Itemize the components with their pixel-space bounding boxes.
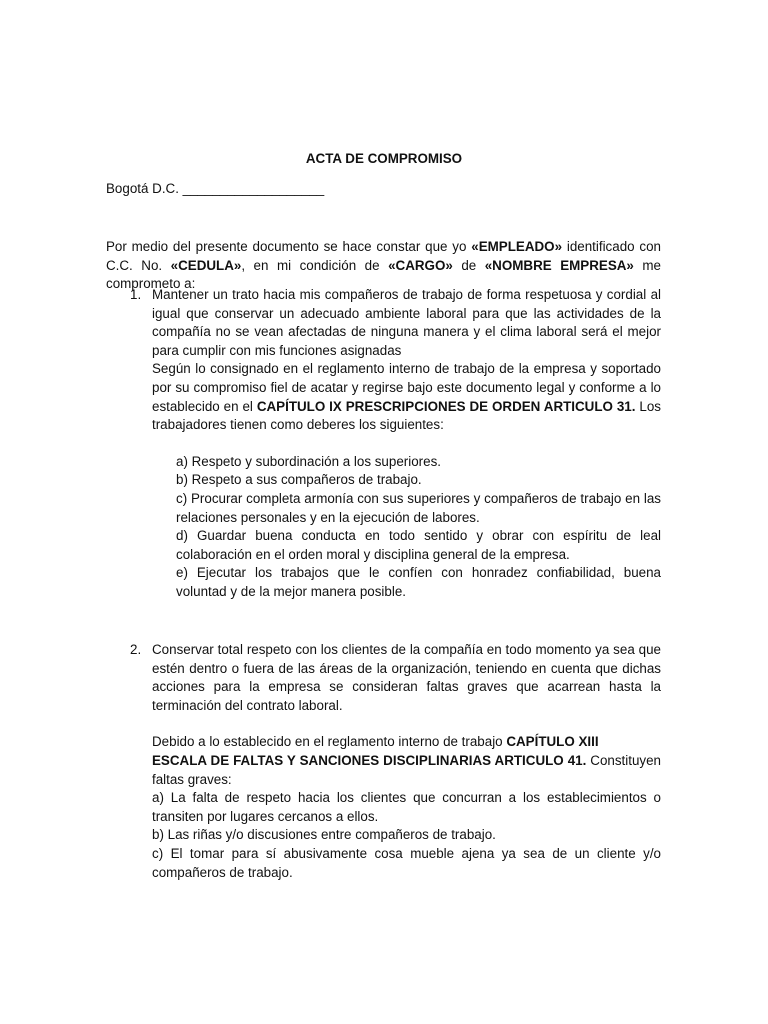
document-title: ACTA DE COMPROMISO	[305, 151, 463, 166]
intro-text: Por medio del presente documento se hace constar que yo	[106, 239, 472, 254]
legal-basis-reference: CAPÍTULO XIII	[506, 734, 599, 750]
item-number: 1.	[130, 287, 142, 302]
duty-item: b) Respeto a sus compañeros de trabajo.	[176, 472, 422, 488]
intro-text: identificado con C.C. No.	[106, 239, 661, 273]
intro-text: de	[452, 257, 485, 273]
intro-text: me comprometo a:	[106, 257, 661, 292]
fault-item: a) La falta de respeto hacia los clientes que concurran a los establecimientos o transiten por lugares cercanos a ellos.	[152, 790, 661, 824]
duty-item: a) Respeto y subordinación a los superiores.	[176, 453, 441, 469]
duty-item: e) Ejecutar los trabajos que le confíen con honradez confiabilidad, buena voluntad y de la mejor manera posible.	[176, 565, 661, 599]
commitment-item-1	[106, 286, 661, 602]
item-text: Mantener un trato hacia mis compañeros de trabajo de forma respetuosa y cordial al igual que conservar un adecuado ambiente laboral para que las actividades de la compañía no se vean afectadas de ninguna manera y el clima laboral será el mejor para cumplir con mis funciones asignadas	[152, 287, 661, 358]
legal-basis-paragraph	[152, 733, 661, 882]
id-placeholder: «CEDULA»	[170, 257, 242, 273]
commitment-item-2	[106, 641, 661, 882]
legal-basis-text: Según lo consignado en el reglamento interno de trabajo de la empresa y soportado por su compromiso fiel de acatar y regirse bajo este documento legal y conforme a lo establecido en el	[152, 361, 661, 414]
legal-basis-text: Constituyen faltas graves:	[152, 752, 662, 787]
company-placeholder: «NOMBRE EMPRESA»	[484, 257, 634, 273]
legal-basis-text: Debido a lo establecido en el reglamento interno de trabajo	[152, 734, 507, 750]
fault-item: c) El tomar para sí abusivamente cosa mueble ajena ya sea de un cliente y/o compañeros de trabajo.	[152, 845, 661, 880]
intro-text: , en mi condición de	[241, 257, 389, 273]
duty-item: d) Guardar buena conducta en todo sentido y obrar con espíritu de leal colaboración en el orden moral y disciplina general de la empresa.	[176, 528, 661, 562]
duty-item: c) Procurar completa armonía con sus superiores y compañeros de trabajo en las relaciones personales y en la ejecución de labores.	[176, 490, 661, 525]
duties-list	[176, 453, 661, 602]
employee-placeholder: «EMPLEADO»	[471, 239, 563, 254]
legal-basis-text: Los trabajadores tienen como deberes los siguientes:	[152, 398, 661, 433]
item-number: 2.	[130, 642, 142, 657]
fault-item: b) Las riñas y/o discusiones entre compañeros de trabajo.	[152, 827, 496, 843]
position-placeholder: «CARGO»	[388, 257, 453, 273]
legal-basis-reference: CAPÍTULO IX PRESCRIPCIONES DE ORDEN ARTICULO 31.	[256, 398, 636, 414]
item-text: Conservar total respeto con los clientes de la compañía en todo momento ya sea que estén dentro o fuera de las áreas de la organización, teniendo en cuenta que dichas acciones para la empresa se consideran faltas graves que acarrean hasta la terminación del contrato laboral.	[152, 642, 661, 713]
city-date-line: Bogotá D.C. ___________________	[106, 181, 325, 196]
legal-basis-reference: ESCALA DE FALTAS Y SANCIONES DISCIPLINARIAS ARTICULO 41.	[152, 752, 587, 768]
legal-basis-paragraph	[152, 360, 661, 434]
